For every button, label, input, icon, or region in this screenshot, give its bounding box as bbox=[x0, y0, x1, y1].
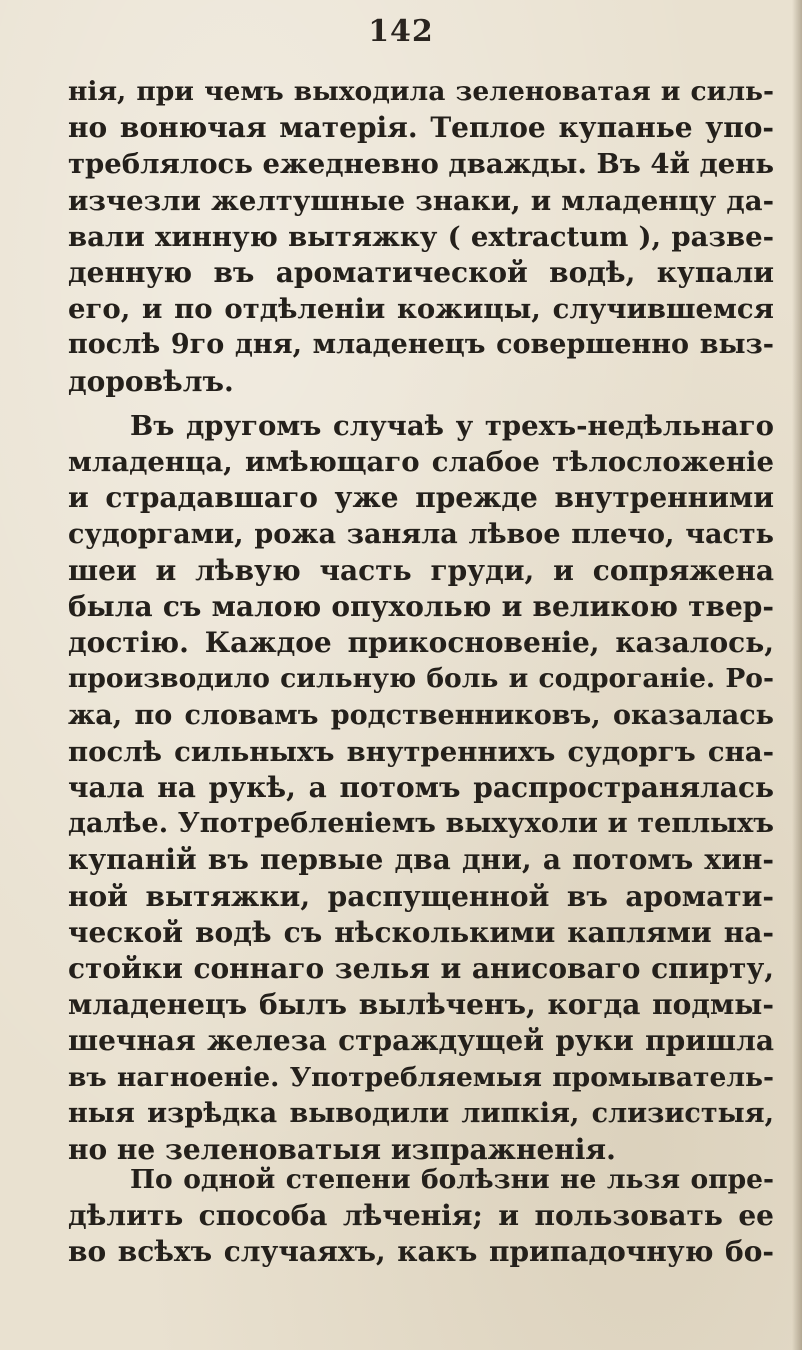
text-line: послѣ сильныхъ внутреннихъ судоргъ сна- bbox=[68, 735, 774, 768]
text-line: Въ другомъ случаѣ у трехъ-недѣльнаго bbox=[130, 410, 774, 442]
text-line: купаній въ первые два дни, а потомъ хин- bbox=[68, 843, 774, 877]
text-line: производило сильную боль и содроганіе. Ро- bbox=[68, 663, 774, 695]
text-line: шеи и лѣвую часть груди, и сопряжена bbox=[68, 553, 774, 587]
text-line: ной вытяжки, распущенной въ аромати- bbox=[68, 879, 774, 913]
text-line: доровѣлъ. bbox=[68, 364, 234, 398]
text-line: младенецъ былъ вылѣченъ, когда подмы- bbox=[68, 988, 774, 1022]
paragraph-3 bbox=[68, 1162, 774, 1271]
text-line: въ нагноеніе. Употребляемыя промыватель- bbox=[68, 1061, 774, 1093]
text-line: изчезли желтушные знаки, и младенцу да- bbox=[68, 184, 774, 217]
text-line: достію. Каждое прикосновеніе, казалось, bbox=[68, 626, 774, 660]
text-line: его, и по отдѣленіи кожицы, случившемся bbox=[68, 293, 774, 326]
text-line: По одной степени болѣзни не льзя опре- bbox=[130, 1164, 774, 1195]
text-line: но не зеленоватыя изпражненія. bbox=[68, 1133, 616, 1167]
text-line: нія, при чемъ выходила зеленоватая и силь- bbox=[68, 76, 774, 107]
text-line: младенца, имѣющаго слабое тѣлосложеніе bbox=[68, 446, 774, 479]
text-line: треблялось ежедневно дважды. Въ 4й день bbox=[68, 148, 775, 181]
text-line: была съ малою опухолью и великою твер- bbox=[68, 590, 774, 624]
text-line: дѣлить способа лѣченія; и пользовать ее bbox=[68, 1199, 774, 1233]
text-line: ныя изрѣдка выводили липкія, слизистыя, bbox=[68, 1097, 774, 1129]
text-line: вали хинную вытяжку ( extractum ), разве- bbox=[68, 220, 774, 253]
text-line: денную въ ароматической водѣ, купали bbox=[68, 256, 774, 290]
text-line: и страдавшаго уже прежде внутренними bbox=[68, 481, 774, 515]
page-number: 142 bbox=[368, 14, 434, 49]
text-line: чала на рукѣ, а потомъ распространялась bbox=[68, 771, 774, 805]
text-line: стойки соннаго зелья и анисоваго спирту, bbox=[68, 952, 774, 986]
text-line: шечная железа страждущей руки пришла bbox=[68, 1024, 774, 1058]
text-line: во всѣхъ случаяхъ, какъ припадочную бо- bbox=[68, 1235, 774, 1269]
paragraph-2 bbox=[68, 408, 774, 1168]
text-line: жа, по словамъ родственниковъ, оказалась bbox=[68, 699, 774, 731]
text-line: судоргами, рожа заняла лѣвое плечо, часть bbox=[68, 518, 774, 550]
paragraph-1 bbox=[68, 74, 774, 400]
text-line: послѣ 9го дня, младенецъ совершенно выз- bbox=[68, 329, 774, 361]
text-line: ческой водѣ съ нѣсколькими каплями на- bbox=[68, 915, 774, 949]
text-line: но вонючая матерія. Теплое купанье упо- bbox=[68, 111, 774, 145]
text-line: далѣе. Употребленіемъ выхухоли и теплыхъ bbox=[68, 808, 774, 840]
